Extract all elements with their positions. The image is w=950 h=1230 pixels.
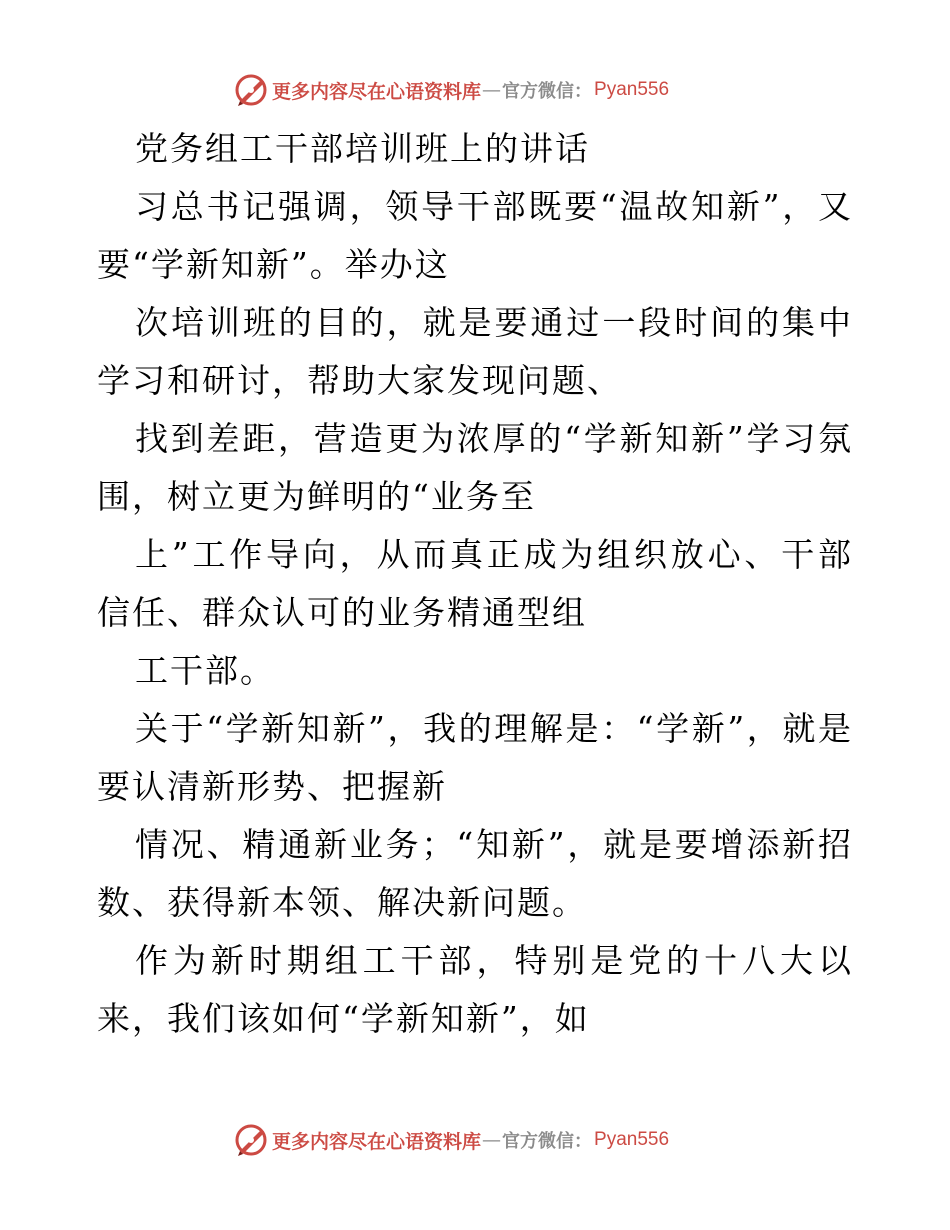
banner-main-text: 更多内容尽在心语资料库: [272, 80, 482, 103]
banner-wechat-label: 官方微信：: [502, 1131, 593, 1152]
paragraph: 上”工作导向，从而真正成为组织放心、干部信任、群众认可的业务精通型组: [97, 535, 853, 632]
paragraph: 作为新时期组工干部，特别是党的十八大以来，我们该如何“学新知新”，如: [97, 941, 853, 1038]
banner-dash: —: [482, 1129, 502, 1151]
banner-main-text: 更多内容尽在心语资料库: [272, 1130, 482, 1153]
banner-wechat-id: Pyan556: [594, 1129, 670, 1150]
banner-wechat-label: 官方微信：: [502, 81, 593, 102]
paragraph: 习总书记强调，领导干部既要“温故知新”，又要“学新知新”。举办这: [97, 187, 853, 284]
document-title: 党务组工干部培训班上的讲话: [135, 129, 590, 168]
footer-banner: [234, 1122, 669, 1158]
paragraph: 找到差距，营造更为浓厚的“学新知新”学习氛围，树立更为鲜明的“业务至: [97, 419, 853, 516]
paragraph: 情况、精通新业务；“知新”，就是要增添新招数、获得新本领、解决新问题。: [97, 825, 853, 922]
document-body: [97, 120, 853, 1048]
banner-wechat-id: Pyan556: [594, 79, 670, 100]
red-pen-circle-logo-icon: [234, 73, 268, 107]
header-banner: [234, 72, 669, 108]
paragraph: 关于“学新知新”，我的理解是：“学新”，就是要认清新形势、把握新: [97, 709, 853, 806]
paragraph: 次培训班的目的，就是要通过一段时间的集中学习和研讨，帮助大家发现问题、: [97, 303, 853, 400]
banner-dash: —: [482, 79, 502, 101]
red-pen-circle-logo-icon: [234, 1123, 268, 1157]
paragraph: 工干部。: [135, 651, 275, 690]
